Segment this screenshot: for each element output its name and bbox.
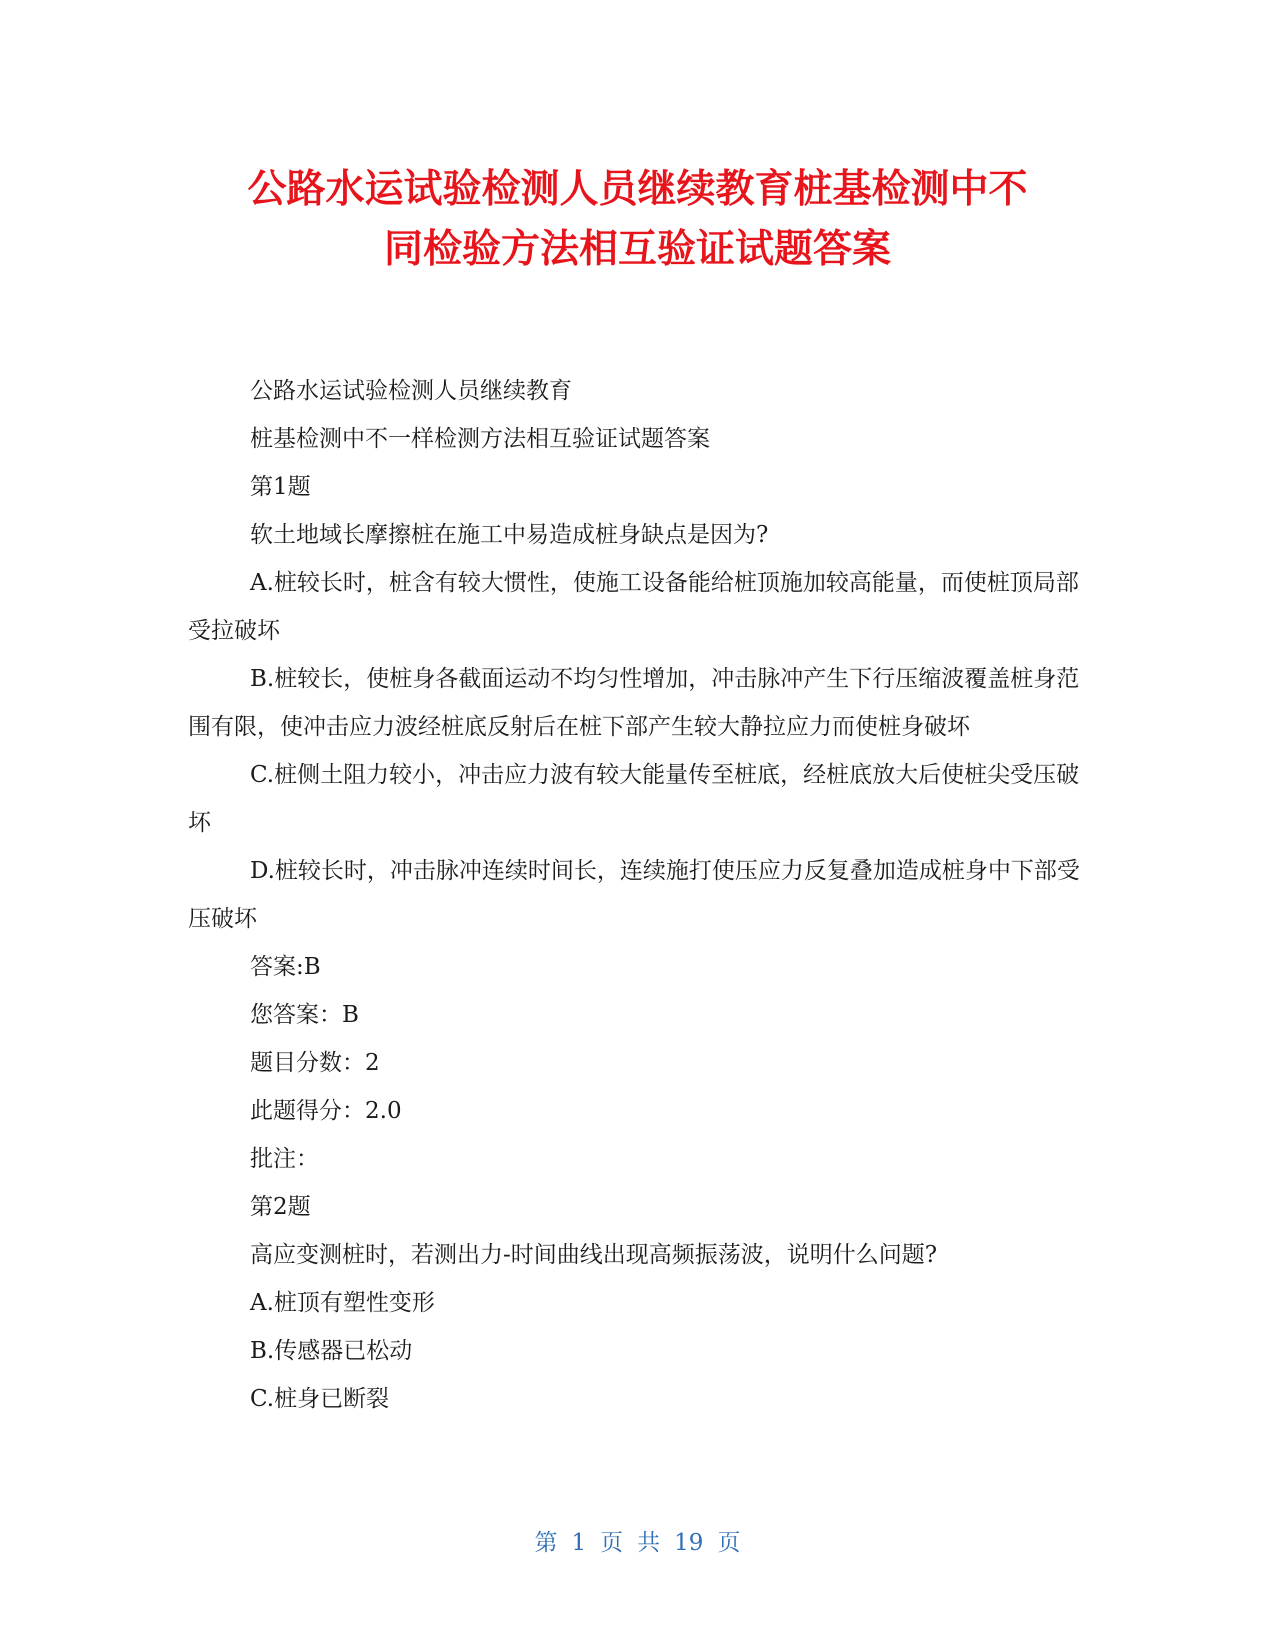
footer-total-pages: 19: [674, 1530, 704, 1556]
question-1-points: 题目分数：2: [250, 1050, 380, 1076]
paragraph-subtitle-1: 公路水运试验检测人员继续教育: [250, 378, 572, 404]
footer-label-unit-2: 页: [717, 1530, 741, 1556]
question-1-answer: 答案:B: [250, 954, 321, 980]
title-line-1: 公路水运试验检测人员继续教育桩基检测中不: [247, 167, 1028, 212]
question-1-option-b: B.桩较长，使桩身各截面运动不均匀性增加，冲击脉冲产生下行压缩波覆盖桩身范围有限，使冲击应力波经桩底反射后在桩下部产生较大静拉应力而使桩身破坏: [188, 666, 1080, 740]
question-2-option-c: C.桩身已断裂: [250, 1386, 390, 1412]
question-1-score: 此题得分：2.0: [250, 1098, 402, 1124]
footer-label-total: 共: [637, 1530, 661, 1556]
page-footer: [0, 1528, 1275, 1558]
question-2-text: 高应变测桩时，若测出力-时间曲线出现高频振荡波，说明什么问题?: [250, 1242, 938, 1268]
question-1-your-answer: 您答案：B: [250, 1002, 359, 1028]
question-1-option-a: A.桩较长时，桩含有较大惯性，使施工设备能给桩顶施加较高能量，而使桩顶局部受拉破坏: [188, 570, 1079, 644]
footer-label-page: 第: [534, 1530, 558, 1556]
footer-current-page: 1: [571, 1530, 587, 1556]
question-2-option-b: B.传感器已松动: [250, 1338, 413, 1364]
question-2-option-a: A.桩顶有塑性变形: [250, 1290, 435, 1316]
question-2-heading: 第2题: [250, 1194, 311, 1220]
footer-label-unit: 页: [600, 1530, 624, 1556]
document-body: [188, 367, 1100, 1423]
question-1-text: 软土地域长摩擦桩在施工中易造成桩身缺点是因为?: [250, 522, 769, 548]
paragraph-subtitle-2: 桩基检测中不一样检测方法相互验证试题答案: [250, 426, 710, 452]
question-1-heading: 第1题: [250, 474, 311, 500]
question-1-option-d: D.桩较长时，冲击脉冲连续时间长，连续施打使压应力反复叠加造成桩身中下部受压破坏: [188, 858, 1080, 932]
document-title: [150, 160, 1125, 280]
question-1-note: 批注：: [250, 1146, 319, 1172]
title-line-2: 同检验方法相互验证试题答案: [383, 227, 891, 272]
question-1-option-c: C.桩侧土阻力较小，冲击应力波有较大能量传至桩底，经桩底放大后使桩尖受压破坏: [188, 762, 1080, 836]
